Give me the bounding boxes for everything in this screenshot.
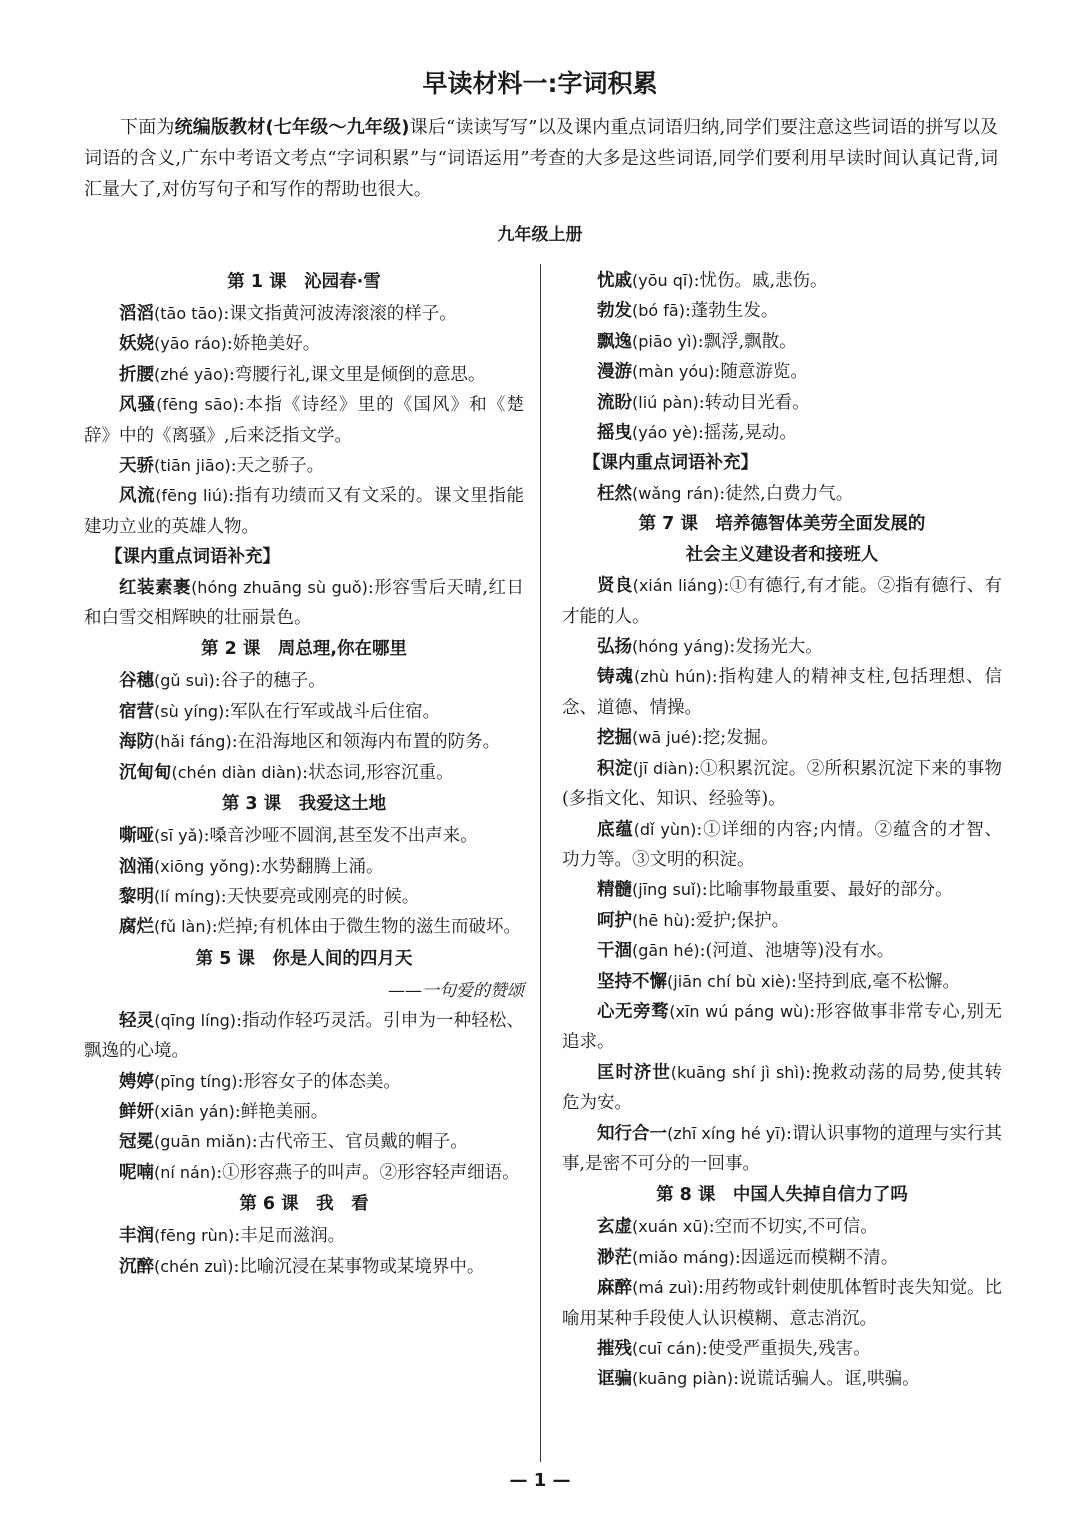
vocab-entry [84,573,524,634]
vocab-definition: :本指《诗经》里的《国风》和《楚辞》中的《离骚》,后来泛指文学。 [84,395,524,446]
vocab-entry [562,418,1002,448]
lesson-heading: 第 5 课 你是人间的四月天 [195,948,413,969]
vocab-entry [84,758,524,788]
vocab-definition: :军队在行军或战斗后住宿。 [224,701,441,722]
intro-paragraph [84,112,998,205]
vocab-term: 枉然 [597,483,632,504]
vocab-term: 挖掘 [597,728,632,749]
page-number: — 1 — [509,1470,571,1491]
vocab-definition: :在沿海地区和领海内布置的防务。 [231,732,501,753]
vocab-pinyin: (jīng suǐ) [632,880,702,900]
lesson-heading: 第 7 课 培养德智体美劳全面发展的 [638,514,926,535]
left-column [84,266,524,1282]
vocab-pinyin: (yōu qī) [632,271,694,290]
vocab-entry [562,875,1002,905]
vocab-entry [84,697,524,727]
vocab-definition: :鲜艳美丽。 [234,1101,329,1122]
vocab-entry [562,723,1002,753]
vocab-pinyin: (hóng yáng) [632,637,730,657]
vocab-pinyin: (ní nán) [154,1162,217,1182]
intro-text-1: 下面为 [120,117,175,138]
vocab-pinyin: (hóng zhuāng sù guǒ) [191,577,368,597]
vocab-pinyin: (liú pàn) [632,392,699,412]
vocab-pinyin: (wǎng rán) [632,483,720,503]
vocab-term: 渺茫 [597,1247,632,1268]
vocab-entry [84,1006,524,1067]
vocab-term: 鲜妍 [119,1101,154,1122]
vocab-definition: :发扬光大。 [729,637,823,658]
vocab-pinyin: (hǎi fáng) [154,732,232,752]
vocab-pinyin: (kuāng shí jì shì) [670,1062,806,1082]
vocab-pinyin: (pīng tíng) [154,1071,238,1091]
vocab-term: 嘶哑 [119,826,154,847]
vocab-definition: :①积累沉淀。②所积累沉淀下来的事物(多指文化、知识、经验等)。 [562,758,1002,810]
vocab-entry [84,1158,524,1188]
vocab-term: 红装素裹 [119,577,192,598]
vocab-definition: :随意游览。 [714,362,808,383]
vocab-definition: :说谎话骗人。诓,哄骗。 [733,1369,920,1390]
vocab-entry [562,906,1002,936]
supplement-heading: 【课内重点词语补充】 [583,453,758,474]
vocab-pinyin: (màn yóu) [632,362,715,382]
vocab-entry [562,479,1002,509]
vocab-definition: :①有德行,有才能。②指有德行、有才能的人。 [562,576,1002,627]
vocab-definition: :因遥远而模糊不清。 [734,1247,899,1268]
vocab-pinyin: (xīn wú páng wù) [669,1001,810,1021]
vocab-pinyin: (yāo ráo) [154,334,227,354]
vocab-entry [562,357,1002,387]
vocab-term: 玄虚 [597,1217,632,1238]
vocab-entry [562,967,1002,997]
vocab-definition: :①详细的内容;内情。②蕴含的才智、功力等。③文明的积淀。 [562,819,1003,870]
vocab-definition: :蓬勃生发。 [684,301,779,322]
vocab-definition: :天之骄子。 [230,456,325,477]
grade-heading: 九年级上册 [497,225,583,245]
vocab-entry [84,821,524,851]
vocab-term: 坚持不懈 [597,971,667,992]
vocab-definition: :指动作轻巧灵活。引申为一种轻松、飘逸的心境。 [84,1010,525,1062]
vocab-entry [562,1273,1002,1334]
vocab-pinyin: (sù yíng) [154,701,225,721]
vocab-term: 轻灵 [119,1010,155,1031]
vocab-term: 飘逸 [597,331,632,352]
lesson-heading-line2: 社会主义建设者和接班人 [685,545,879,566]
vocab-term: 弘扬 [597,637,632,658]
vocab-definition: :古代帝王、官员戴的帽子。 [251,1132,468,1153]
vocab-pinyin: (qīng líng) [154,1010,237,1030]
vocab-definition: :丰足而滋润。 [234,1226,346,1247]
vocab-entry [84,1097,524,1127]
vocab-pinyin: (tiān jiāo) [154,456,231,476]
vocab-definition: :形容做事非常专心,别无追求。 [562,1001,1003,1053]
vocab-definition: :弯腰行礼,课文里是倾倒的意思。 [229,364,486,385]
vocab-term: 匡时济世 [597,1062,671,1083]
vocab-definition: :谓认识事物的道理与实行其事,是密不可分的一回事。 [562,1123,1003,1174]
vocab-definition: :坚持到底,毫不松懈。 [791,971,960,992]
vocab-term: 沉醉 [119,1256,154,1277]
vocab-term: 黎明 [119,886,154,907]
vocab-entry [562,1243,1002,1273]
lesson-subtitle: ——一句爱的赞颂 [388,980,524,1001]
vocab-entry [562,327,1002,357]
vocab-pinyin: (fēng liú) [155,486,229,506]
vocab-definition: :形容雪后天晴,红日和白雪交相辉映的壮丽景色。 [84,577,525,629]
vocab-definition: :挖;发掘。 [696,728,779,749]
vocab-entry [562,1364,1002,1394]
vocab-term: 海防 [119,732,154,753]
vocab-pinyin: (lí míng) [154,886,221,906]
vocab-definition: :空而不切实,不可信。 [708,1217,878,1238]
vocab-definition: :娇艳美好。 [226,334,321,355]
vocab-term: 折腰 [119,364,154,385]
vocab-pinyin: (xián liáng) [632,576,724,596]
vocab-entry [84,1067,524,1097]
vocab-pinyin: (yáo yè) [632,423,698,443]
vocab-definition: :用药物或针刺使肌体暂时丧失知觉。比喻用某种手段使人认识模糊、意志消沉。 [562,1278,1003,1329]
lesson-heading: 第 3 课 我爱这土地 [221,794,387,815]
vocab-term: 漫游 [597,362,632,383]
vocab-definition: :飘浮,飘散。 [697,331,797,352]
vocab-pinyin: (zhī xíng hé yī) [667,1123,786,1143]
vocab-term: 冠冕 [119,1132,154,1153]
vocab-pinyin: (hē hù) [632,910,690,930]
vocab-entry [84,481,524,542]
vocab-definition: :水势翻腾上涌。 [255,856,384,877]
vocab-entry [562,936,1002,966]
vocab-entry [84,299,524,329]
vocab-term: 滔滔 [119,304,154,324]
vocab-term: 呢喃 [119,1162,154,1183]
vocab-entry [562,1334,1002,1364]
vocab-term: 风流 [119,486,156,507]
right-column [562,266,1002,1395]
vocab-definition: :忧伤。戚,悲伤。 [693,271,828,291]
vocab-pinyin: (kuāng piàn) [632,1369,734,1389]
vocab-term: 沉甸甸 [119,762,172,783]
vocab-pinyin: (fēng rùn) [154,1226,235,1246]
vocab-term: 忧戚 [597,271,632,291]
vocab-pinyin: (gǔ suì) [154,671,215,691]
vocab-pinyin: (fēng sāo) [156,395,239,415]
vocab-term: 底蕴 [597,819,634,840]
vocab-term: 汹涌 [119,856,154,877]
vocab-definition: :徒然,白费力气。 [719,483,854,504]
vocab-pinyin: (má zuì) [632,1278,699,1298]
vocab-pinyin: (xiōng yǒng) [154,856,256,876]
vocab-entry [562,1212,1002,1242]
vocab-definition: :指有功绩而又有文采的。课文里指能建功立业的英雄人物。 [84,486,524,537]
vocab-term: 干涸 [597,941,632,962]
vocab-definition: :天快要亮或刚亮的时候。 [220,886,420,907]
vocab-entry [562,1119,1002,1180]
column-divider [540,264,541,1462]
vocab-entry [84,1252,524,1282]
vocab-entry [84,451,524,481]
vocab-term: 风骚 [119,395,157,416]
vocab-entry [84,1221,524,1251]
vocab-pinyin: (jī diàn) [632,758,694,778]
vocab-definition: :比喻事物最重要、最好的部分。 [701,880,953,901]
vocab-entry [562,662,1002,723]
vocab-definition: :状态词,形容沉重。 [302,762,454,783]
vocab-pinyin: (wā jué) [632,728,697,748]
vocab-term: 积淀 [597,758,633,779]
vocab-definition: :①形容燕子的叫声。②形容轻声细语。 [216,1162,520,1183]
vocab-term: 诓骗 [597,1369,632,1390]
vocab-term: 腐烂 [119,917,154,938]
vocab-term: 麻醉 [597,1278,633,1299]
vocab-pinyin: (jiān chí bù xiè) [667,971,792,991]
vocab-definition: :烂掉;有机体由于微生物的滋生而破坏。 [211,917,522,938]
vocab-entry [84,666,524,696]
lesson-heading: 第 1 课 沁园春·雪 [227,272,381,292]
lesson-heading: 第 8 课 中国人失掉自信力了吗 [656,1185,908,1206]
vocab-entry [562,296,1002,326]
vocab-term: 宿营 [119,701,154,722]
vocab-entry [562,815,1002,876]
vocab-pinyin: (chén diàn diàn) [171,762,303,782]
vocab-pinyin: (xiān yán) [154,1101,235,1121]
vocab-term: 摧残 [597,1339,632,1359]
vocab-term: 流盼 [597,392,632,413]
vocab-definition: :课文指黄河波涛滚滚的样子。 [223,304,457,324]
vocab-pinyin: (xuán xū) [632,1217,709,1237]
vocab-entry [84,852,524,882]
vocab-definition: :指构建人的精神支柱,包括理想、信念、道德、情操。 [562,667,1003,718]
vocab-pinyin: (gān hé) [632,941,700,961]
vocab-entry [84,390,524,451]
vocab-entry [84,912,524,942]
vocab-pinyin: (cuī cán) [632,1339,702,1358]
vocab-entry [562,754,1002,815]
vocab-entry [84,727,524,757]
page-title: 早读材料一:字词积累 [422,69,658,98]
vocab-entry [562,1058,1002,1119]
vocab-pinyin: (guān miǎn) [154,1132,252,1152]
vocab-term: 勃发 [597,301,632,322]
vocab-pinyin: (fǔ làn) [154,917,212,937]
vocab-entry [84,882,524,912]
vocab-entry [562,388,1002,418]
vocab-term: 娉婷 [119,1071,154,1092]
vocab-definition: :嗓音沙哑不圆润,甚至发不出声来。 [203,826,478,847]
vocab-definition: :形容女子的体态美。 [237,1071,401,1092]
vocab-pinyin: (dǐ yùn) [633,819,697,839]
supplement-heading: 【课内重点词语补充】 [105,547,280,568]
vocab-pinyin: (miǎo máng) [632,1247,735,1267]
vocab-entry [84,360,524,390]
vocab-definition: :爱护;保护。 [689,910,790,931]
vocab-term: 摇曳 [597,423,632,444]
intro-text-2: 课后“读读写写”以及课内重点词语归纳,同学们要注意这些词语的拼写以及词语的含义,广东中考语文考点“字词积累”与“词语运用”考查的大多是这些词语,同学们要利用早读时间认真记背,词汇量大了,对仿写句子和写作的帮助也很大。 [84,117,999,200]
lesson-heading: 第 2 课 周总理,你在哪里 [200,639,407,660]
vocab-definition: :比喻沉浸在某事物或某境界中。 [233,1256,485,1277]
vocab-pinyin: (chén zuì) [154,1256,234,1276]
vocab-pinyin: (sī yǎ) [154,826,204,846]
vocab-term: 妖娆 [119,334,154,355]
vocab-definition: :(河道、池塘等)没有水。 [699,941,895,962]
vocab-pinyin: (zhù hún) [634,667,712,687]
vocab-pinyin: (piāo yì) [632,331,698,351]
vocab-term: 呵护 [597,910,632,931]
vocab-definition: :谷子的穗子。 [214,671,326,692]
vocab-term: 知行合一 [597,1123,668,1144]
vocab-term: 心无旁骛 [597,1001,670,1022]
vocab-term: 铸魂 [597,667,635,688]
vocab-entry [562,266,1002,296]
vocab-pinyin: (bó fā) [632,301,685,321]
vocab-definition: :转动目光看。 [698,392,810,413]
vocab-term: 谷穗 [119,671,154,692]
vocab-entry [84,1127,524,1157]
vocab-pinyin: (zhé yāo) [154,364,230,384]
vocab-entry [562,571,1002,632]
vocab-definition: :摇荡,晃动。 [697,423,797,444]
vocab-term: 天骄 [119,456,154,477]
vocab-term: 贤良 [597,576,633,597]
vocab-term: 丰润 [119,1226,154,1247]
vocab-entry [562,997,1002,1058]
vocab-definition: :使受严重损失,残害。 [701,1339,871,1359]
vocab-entry [84,329,524,359]
intro-bold-textbook: 统编版教材(七年级～九年级) [174,117,410,138]
vocab-definition: :挽救动荡的局势,使其转危为安。 [562,1062,1003,1114]
vocab-pinyin: (tāo tāo) [154,304,224,323]
vocab-term: 精髓 [597,880,632,901]
lesson-heading: 第 6 课 我 看 [239,1194,369,1215]
vocab-entry [562,632,1002,662]
